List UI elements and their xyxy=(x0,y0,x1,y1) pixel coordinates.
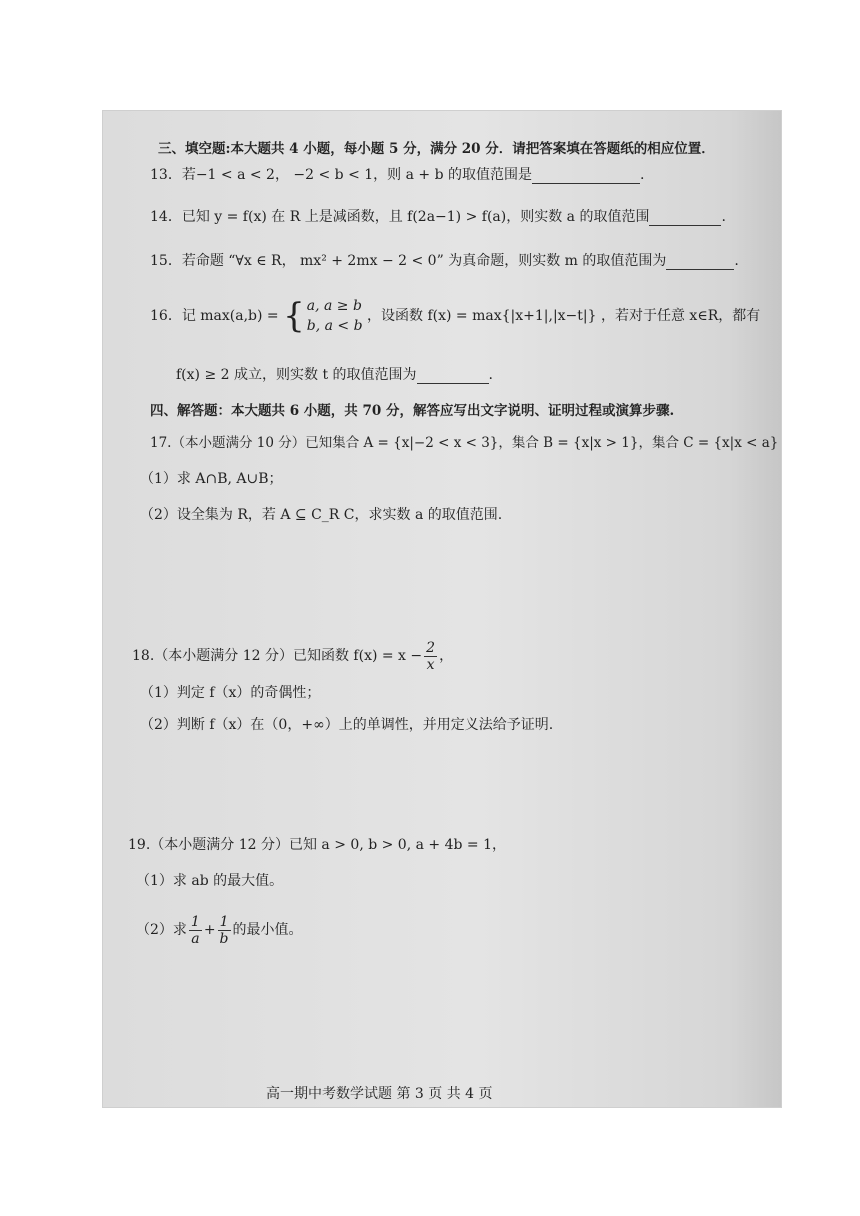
question-13-text: 13．若−1 < a < 2， −2 < b < 1，则 a + b 的取值范围是 xyxy=(150,167,533,183)
question-18-stem xyxy=(132,638,453,674)
case-1: a, a ≥ b xyxy=(306,298,362,314)
question-19-part2-suffix: 的最小值。 xyxy=(232,922,303,938)
case-2: b, a < b xyxy=(306,318,363,334)
question-14-text: 14．已知 y = f(x) 在 R 上是减函数，且 f(2a−1) > f(a)，则实数 a 的取值范围 xyxy=(150,209,650,225)
answer-blank-14 xyxy=(649,211,721,226)
question-15-text: 15．若命题 “∀x ∈ R， mx² + 2mx − 2 < 0” 为真命题，则实数 m 的取值范围为 xyxy=(150,253,667,269)
fraction-denominator: b xyxy=(219,930,229,947)
brace-symbol: { xyxy=(283,296,305,336)
fraction-denominator: x xyxy=(426,656,435,673)
fraction-numerator: 1 xyxy=(190,913,200,930)
question-16-line2-text: f(x) ≥ 2 成立，则实数 t 的取值范围为 xyxy=(176,367,417,383)
question-19-part1: （1）求 ab 的最大值。 xyxy=(136,873,284,889)
question-18-stem-prefix: 18.（本小题满分 12 分）已知函数 f(x) = x − xyxy=(132,648,423,664)
question-19-stem: 19.（本小题满分 12 分）已知 a > 0, b > 0, a + 4b = 1， xyxy=(128,837,506,853)
question-16-middle: ，设函数 f(x) = max{|x+1|,|x−t|} ，若对于任意 x∈R，都有 xyxy=(367,308,761,324)
question-17-part2: （2）设全集为 R，若 A ⊆ C_R C，求实数 a 的取值范围. xyxy=(140,507,503,523)
question-15 xyxy=(150,252,739,270)
fraction-1-over-a xyxy=(189,914,202,947)
fraction-numerator: 1 xyxy=(219,913,229,930)
fraction-2-over-x xyxy=(424,640,437,673)
answer-blank-15 xyxy=(666,255,734,270)
question-19-part2-prefix: （2）求 xyxy=(136,922,187,938)
question-14-end: . xyxy=(721,209,726,225)
question-14 xyxy=(150,208,726,226)
fraction-1-over-b xyxy=(218,914,231,947)
question-17-stem: 17.（本小题满分 10 分）已知集合 A = {x|−2 < x < 3}，集合 B = {x|x > 1}，集合 C = {x|x < a} xyxy=(150,435,779,451)
fraction-denominator: a xyxy=(191,930,200,947)
question-19-part2 xyxy=(136,912,303,948)
question-16-end: . xyxy=(488,367,493,383)
section4-heading: 四、解答题：本大题共 6 小题，共 70 分，解答应写出文字说明、证明过程或演算步骤. xyxy=(150,403,675,419)
question-15-end: . xyxy=(734,253,739,269)
question-18-stem-suffix: ， xyxy=(439,648,454,664)
question-13 xyxy=(150,166,644,184)
section3-heading: 三、填空题:本大题共 4 小题，每小题 5 分，满分 20 分．请把答案填在答题纸的相应位置． xyxy=(158,141,715,157)
answer-blank-16 xyxy=(417,369,489,384)
question-18-part1: （1）判定 f（x）的奇偶性； xyxy=(140,685,321,701)
plus-sign: + xyxy=(203,922,216,938)
question-13-end: . xyxy=(640,167,645,183)
question-17-part1: （1）求 A∩B, A∪B； xyxy=(140,471,283,487)
answer-blank-13 xyxy=(532,169,640,184)
question-18-part2: （2）判断 f（x）在（0，+∞）上的单调性，并用定义法给予证明. xyxy=(140,717,554,733)
question-16-line2 xyxy=(176,366,493,384)
piecewise-cases xyxy=(307,296,363,336)
question-16 xyxy=(150,296,760,336)
question-16-prefix: 16．记 max(a,b) = xyxy=(150,308,279,324)
fraction-numerator: 2 xyxy=(426,639,436,656)
page-footer: 高一期中考数学试题 第 3 页 共 4 页 xyxy=(266,1086,493,1102)
